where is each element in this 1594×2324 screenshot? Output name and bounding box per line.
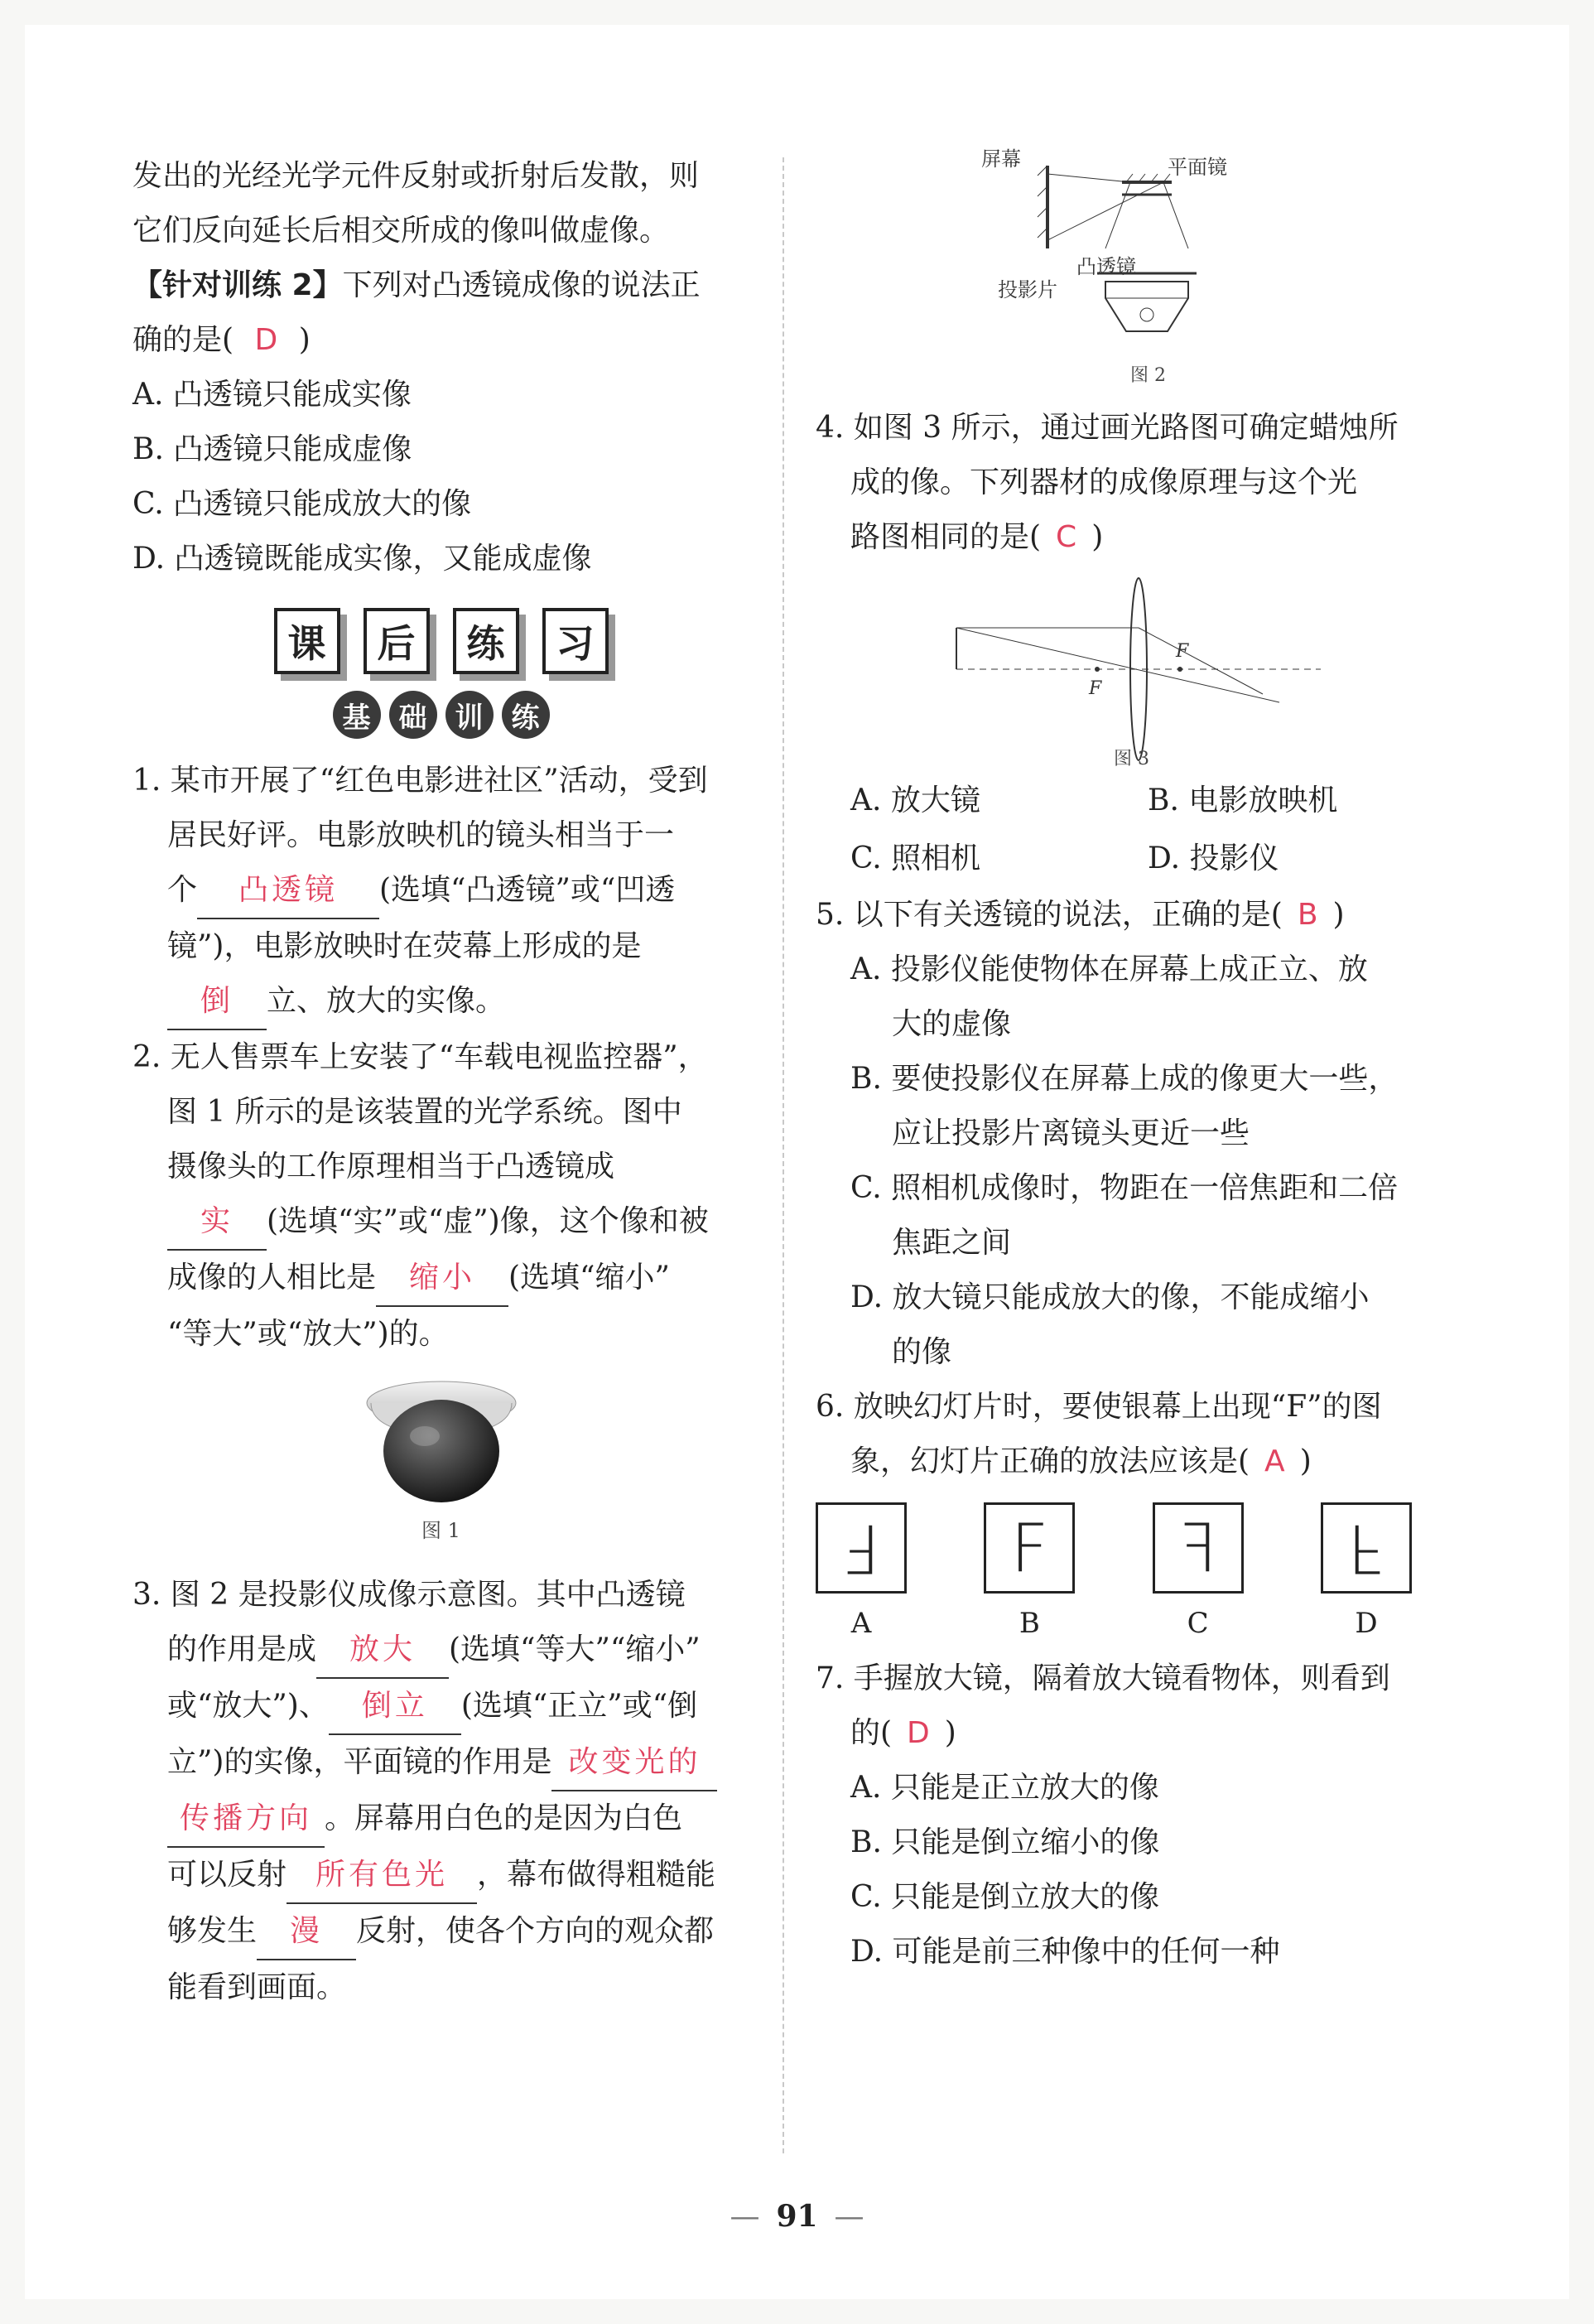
q1-line-4: 镜”)，电影放映时在荧幕上形成的是 — [167, 929, 642, 963]
figure-2-caption: 图 2 — [1130, 365, 1166, 386]
q6-choice-label: B — [1019, 1607, 1040, 1640]
page-number: — 91 — — [730, 2199, 864, 2234]
section-title-char: 后 — [364, 608, 430, 674]
q3-line-6: 可以反射 所有色光 ，幕布做得粗糙能 — [132, 1848, 749, 1904]
sub-title — [132, 691, 749, 739]
fig2-label-screen: 屏幕 — [981, 147, 1021, 171]
q7-answer: D — [907, 1716, 930, 1750]
q5-option-a-cont: 大的虚像 — [892, 1007, 1012, 1041]
q7-option-d: D. 可能是前三种像中的任何一种 — [850, 1935, 1280, 1969]
q3-answer-3a: 改变光的 — [551, 1735, 717, 1791]
q5-line-1: 5. 以下有关透镜的说法，正确的是( B ) — [816, 898, 1345, 932]
q4-options-row-2 — [816, 830, 1445, 888]
practice2-tag: 【针对训练 2】 — [132, 268, 343, 302]
q3-answer-2: 倒立 — [329, 1679, 461, 1735]
fig2-label-slide: 投影片 — [998, 278, 1057, 301]
q3-line-7: 够发生 漫 反射，使各个方向的观众都 — [132, 1904, 749, 1960]
q7-option-b: B. 只能是倒立缩小的像 — [850, 1825, 1160, 1859]
q3-line-1: 3. 图 2 是投影仪成像示意图。其中凸透镜 — [132, 1578, 686, 1612]
page-number-value: 91 — [776, 2199, 818, 2234]
slide-glyph-d: F — [1346, 1509, 1385, 1587]
q1-line-5: 倒 立、放大的实像。 — [132, 974, 749, 1030]
q7-line-1: 7. 手握放大镜，隔着放大镜看物体，则看到 — [816, 1661, 1390, 1695]
q7-option-c: C. 只能是倒立放大的像 — [850, 1880, 1160, 1914]
q4-line-3: 路图相同的是( C ) — [850, 520, 1104, 554]
left-column — [132, 149, 749, 2015]
q6-choices — [816, 1502, 1412, 1640]
figure-1 — [132, 1370, 749, 1543]
q2-line-4: 实 (选填“实”或“虚”)像，这个像和被 — [132, 1194, 749, 1251]
q3-line-8: 能看到画面。 — [167, 1970, 347, 2004]
q6-choice-d — [1321, 1502, 1412, 1640]
figure-2 — [816, 141, 1445, 393]
q6-line-2: 象，幻灯片正确的放法应该是( A ) — [850, 1444, 1312, 1478]
practice2-question-cont: 确的是( D ) — [132, 323, 311, 357]
slide-glyph-c: F — [1178, 1509, 1217, 1587]
q4-options-row-1 — [816, 772, 1445, 830]
q5-option-d-cont: 的像 — [892, 1335, 952, 1369]
practice2-question: 【针对训练 2】下列对凸透镜成像的说法正 — [132, 268, 701, 302]
q7-option-a: A. 只能是正立放大的像 — [850, 1771, 1159, 1805]
figure-1-caption: 图 1 — [421, 1519, 460, 1542]
q4-option-d: D. 投影仪 — [1148, 841, 1279, 875]
q2-line-2: 图 1 所示的是该装置的光学系统。图中 — [167, 1095, 682, 1129]
fig2-label-mirror: 平面镜 — [1168, 156, 1227, 179]
q6-answer: A — [1264, 1444, 1285, 1478]
practice2-option-b: B. 凸透镜只能成虚像 — [132, 432, 412, 466]
ray-diagram — [923, 570, 1337, 769]
q5-option-d: D. 放大镜只能成放大的像，不能成缩小 — [850, 1280, 1370, 1314]
q3-line-4: 立”)的实像，平面镜的作用是 改变光的 — [132, 1735, 749, 1791]
fig3-focus-left: F — [1089, 678, 1102, 699]
q6-choice-b — [984, 1502, 1075, 1640]
q1-line-2: 居民好评。电影放映机的镜头相当于一 — [167, 818, 675, 852]
sub-title-char: 础 — [389, 691, 437, 739]
intro-line-2: 它们反向延长后相交所成的像叫做虚像。 — [132, 214, 670, 248]
q5-answer: B — [1297, 898, 1318, 932]
q6-choice-label: D — [1355, 1607, 1378, 1640]
slide-glyph-a: F — [841, 1509, 880, 1587]
section-title-char: 课 — [274, 608, 340, 674]
q6-choice-label: A — [850, 1607, 872, 1640]
q1-answer-2: 倒 — [167, 974, 267, 1030]
fig3-focus-right: F — [1176, 641, 1189, 662]
column-divider — [783, 157, 784, 2153]
q4-line-2: 成的像。下列器材的成像原理与这个光 — [850, 465, 1358, 499]
dome-camera-image — [359, 1370, 524, 1511]
section-title-char: 习 — [542, 608, 609, 674]
sub-title-char: 练 — [502, 691, 550, 739]
q3-answer-1: 放大 — [316, 1622, 449, 1679]
q4-option-b: B. 电影放映机 — [1148, 784, 1338, 817]
practice2-option-c: C. 凸透镜只能成放大的像 — [132, 487, 472, 521]
q3-line-5: 传播方向 。屏幕用白色的是因为白色 — [132, 1791, 749, 1848]
figure-3-caption: 图 3 — [1114, 749, 1149, 769]
q4-answer: C — [1056, 520, 1077, 554]
q2-answer-2: 缩小 — [376, 1251, 508, 1307]
q6-line-1: 6. 放映幻灯片时，要使银幕上出现“F”的图 — [816, 1390, 1382, 1424]
q3-answer-3b: 传播方向 — [167, 1791, 325, 1848]
q5-option-a: A. 投影仪能使物体在屏幕上成正立、放 — [850, 952, 1368, 986]
q6-choice-label: C — [1187, 1607, 1209, 1640]
section-title-char: 练 — [453, 608, 519, 674]
q6-choice-c — [1153, 1502, 1244, 1640]
q4-option-c: C. 照相机 — [850, 841, 981, 875]
q2-line-1: 2. 无人售票车上安装了“车载电视监控器”， — [132, 1040, 708, 1074]
q2-answer-1: 实 — [167, 1194, 267, 1251]
q2-line-6: “等大”或“放大”)的。 — [167, 1317, 449, 1351]
q3-answer-5: 漫 — [257, 1904, 356, 1960]
q7-line-2: 的( D ) — [850, 1716, 956, 1750]
sub-title-char: 训 — [445, 691, 494, 739]
q1-line-3: 个 凸透镜 (选填“凸透镜”或“凹透 — [132, 863, 749, 919]
q3-answer-4: 所有色光 — [287, 1848, 477, 1904]
q5-option-b-cont: 应让投影片离镜头更近一些 — [892, 1116, 1250, 1150]
projector-diagram — [981, 141, 1279, 389]
right-column — [816, 141, 1445, 1979]
figure-3 — [816, 570, 1445, 772]
q4-option-a: A. 放大镜 — [850, 784, 980, 817]
q5-option-b: B. 要使投影仪在屏幕上成的像更大一些， — [850, 1062, 1399, 1096]
q2-line-3: 摄像头的工作原理相当于凸透镜成 — [167, 1150, 615, 1184]
q3-line-2: 的作用是成 放大 (选填“等大”“缩小” — [132, 1622, 749, 1679]
q1-answer-1: 凸透镜 — [197, 863, 379, 919]
practice2-answer: D — [254, 323, 278, 357]
q5-option-c-cont: 焦距之间 — [892, 1226, 1012, 1260]
slide-glyph-b: F — [1010, 1509, 1049, 1587]
q1-line-1: 1. 某市开展了“红色电影进社区”活动，受到 — [132, 764, 708, 798]
practice2-option-a: A. 凸透镜只能成实像 — [132, 378, 412, 412]
q3-line-3: 或“放大”)、 倒立 (选填“正立”或“倒 — [132, 1679, 749, 1735]
q4-line-1: 4. 如图 3 所示，通过画光路图可确定蜡烛所 — [816, 411, 1399, 445]
intro-line-1: 发出的光经光学元件反射或折射后发散，则 — [132, 159, 700, 193]
section-title — [132, 608, 749, 674]
fig2-label-lens: 凸透镜 — [1076, 255, 1136, 278]
practice2-option-d: D. 凸透镜既能成实像，又能成虚像 — [132, 542, 592, 576]
q2-line-5: 成像的人相比是 缩小 (选填“缩小” — [132, 1251, 749, 1307]
q6-choice-a — [816, 1502, 907, 1640]
sub-title-char: 基 — [333, 691, 381, 739]
q5-option-c: C. 照相机成像时，物距在一倍焦距和二倍 — [850, 1171, 1399, 1205]
